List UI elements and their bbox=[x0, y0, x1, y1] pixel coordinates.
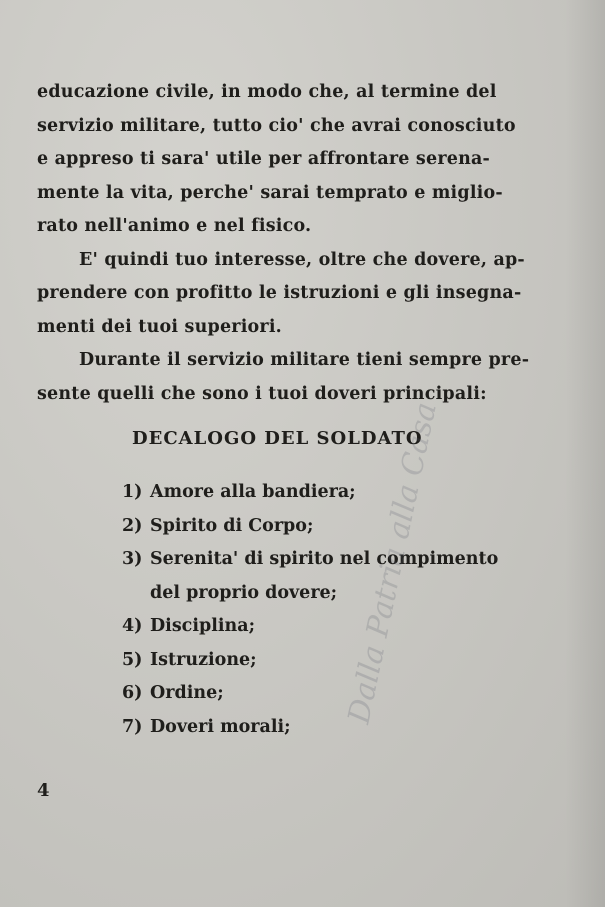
paragraph-2 bbox=[37, 244, 552, 345]
stamp-lettering: Dalla Patria alla Casa bbox=[341, 399, 444, 727]
item-number: 4) bbox=[122, 616, 143, 636]
item-text: Doveri morali; bbox=[150, 716, 291, 737]
section-title: DECALOGO DEL SOLDATO bbox=[132, 428, 423, 449]
item-text: Amore alla bandiera; bbox=[150, 482, 356, 502]
item-text: Disciplina; bbox=[150, 616, 256, 636]
text-line: mente la vita, perche' sarai temprato e miglio- bbox=[37, 182, 503, 203]
item-number: 2) bbox=[122, 515, 143, 536]
text-line: sente quelli che sono i tuoi doveri principali: bbox=[37, 383, 487, 404]
text-line: servizio militare, tutto cio' che avrai conosciuto bbox=[37, 115, 516, 136]
paragraph-3 bbox=[37, 344, 552, 411]
item-number: 1) bbox=[122, 482, 143, 502]
body-text bbox=[37, 76, 552, 411]
text-line: e appreso ti sara' utile per affrontare serena- bbox=[37, 149, 490, 169]
text-line: menti dei tuoi superiori. bbox=[37, 316, 282, 337]
text-line: educazione civile, in modo che, al termine del bbox=[37, 82, 497, 102]
item-text: Serenita' di spirito nel compimento bbox=[150, 549, 499, 569]
text-line: E' quindi tuo interesse, oltre che dovere, ap- bbox=[79, 249, 525, 270]
item-number: 5) bbox=[122, 649, 143, 670]
item-text: Spirito di Corpo; bbox=[150, 515, 314, 536]
page-number: 4 bbox=[37, 780, 50, 801]
text-line: Durante il servizio militare tieni sempre pre- bbox=[79, 350, 530, 370]
item-number: 3) bbox=[122, 549, 143, 569]
list-item-continuation: del proprio dovere; bbox=[150, 582, 338, 603]
item-text: Istruzione; bbox=[150, 649, 257, 670]
item-number: 6) bbox=[122, 683, 143, 703]
page-edge-shadow bbox=[565, 0, 605, 907]
item-text: Ordine; bbox=[150, 683, 224, 703]
item-number: 7) bbox=[122, 716, 143, 737]
stamp-watermark bbox=[310, 395, 444, 735]
text-line: rato nell'animo e nel fisico. bbox=[37, 216, 312, 236]
paragraph-1 bbox=[37, 76, 552, 244]
text-line: prendere con profitto le istruzioni e gli insegna- bbox=[37, 283, 522, 303]
